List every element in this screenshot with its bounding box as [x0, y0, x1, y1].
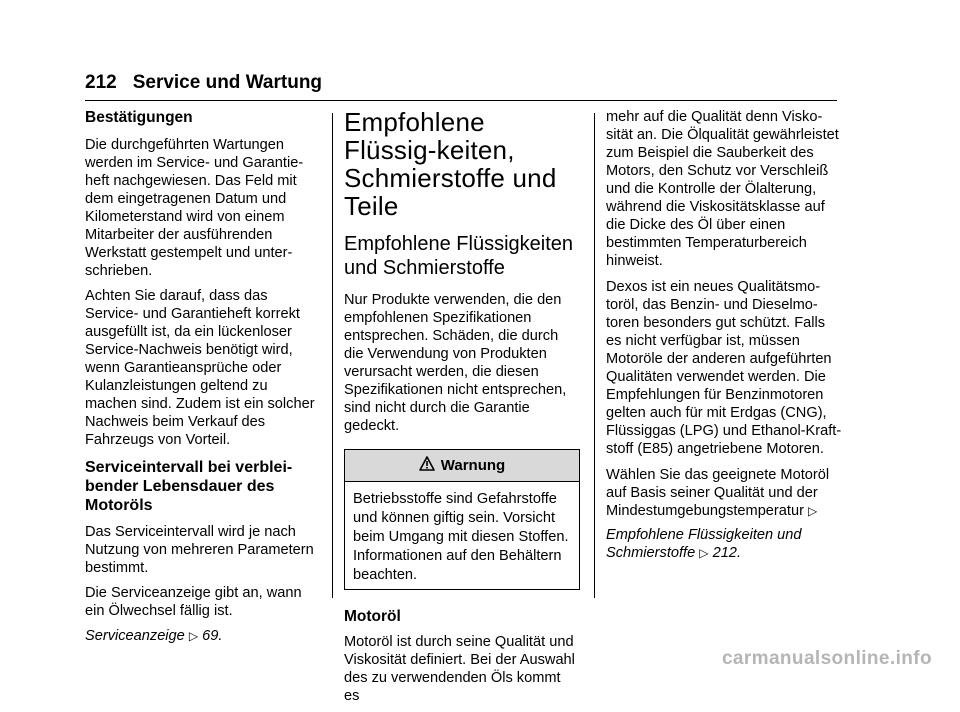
cross-reference-link[interactable] [606, 526, 842, 562]
column-left [85, 108, 317, 652]
page-reference-icon: ▷ [808, 504, 818, 518]
page-reference-icon: ▷ [699, 546, 709, 560]
reference-page: 212 [712, 545, 737, 561]
reference-text: Empfohlene Flüssigkeiten und Schmierstoffe [606, 527, 802, 561]
watermark: carmanualsonline.info [721, 648, 932, 669]
warning-title: Warnung [440, 456, 506, 474]
reference-period: . [218, 628, 223, 644]
cross-reference-link[interactable] [85, 627, 317, 645]
page-header [85, 70, 837, 101]
column-divider [594, 113, 595, 598]
chapter-title: Empfohlene Flüssig-keiten, Schmierstoffe und Teile [344, 107, 557, 221]
column-middle [344, 108, 580, 712]
warning-box [344, 449, 580, 590]
heading-serviceintervall: Serviceintervall bei verblei-bender Lebensdauer des Motoröls [85, 459, 293, 514]
page-reference-icon: ▷ [188, 629, 199, 643]
reference-period: . [736, 545, 741, 561]
column-divider [332, 113, 333, 598]
section-subtitle: Empfohlene Flüssigkeiten und Schmierstoffe [344, 233, 574, 279]
heading-motoroel: Motoröl [344, 608, 401, 625]
warning-header [345, 450, 579, 482]
paragraph: Achten Sie darauf, dass das Service- und Garantieheft korrekt ausgefüllt ist, da ein lückenloser Service-Nachweis benötigt wird, wenn Garantieansprüche oder Kulanzleistungen geltend zu machen sind. Zudem ist ein solcher Nachweis beim Verkauf des Fahrzeugs von Vorteil. [85, 288, 315, 448]
paragraph: mehr auf die Qualität denn Visko-sität an. Die Ölqualität gewährleistet zum Beispiel die Sauberkeit des Motors, den Schutz vor Verschleiß und die Kontrolle der Ölalterung, während die Viskositätsklasse auf die Dicke des Öl über einen bestimmten Temperaturbereich hinweist. [606, 109, 839, 269]
page-number: 212 [85, 72, 117, 93]
reference-text: Serviceanzeige [85, 628, 185, 644]
section-title: Service und Wartung [132, 72, 323, 93]
warning-text: Betriebsstoffe sind Gefahrstoffe und können giftig sein. Vorsicht beim Umgang mit diesen Stoffen. Informationen auf den Behältern beachten. [353, 491, 569, 583]
paragraph: Nur Produkte verwenden, die den empfohlenen Spezifikationen entsprechen. Schäden, die durch die Verwendung von Produkten verursacht werden, die diesen Spezifikationen nicht entsprechen, sind nicht durch die Garantie gedeckt. [344, 292, 567, 434]
paragraph: Die durchgeführten Wartungen werden im Service- und Garantie-heft nachgewiesen. Das Feld mit dem eingetragenen Datum und Kilometerstand wird von einem Mitarbeiter der ausführenden Werkstatt gestempelt und unter-schrieben. [85, 137, 304, 279]
warning-icon [419, 456, 435, 475]
paragraph: Das Serviceintervall wird je nach Nutzung von mehreren Parametern bestimmt. [85, 524, 314, 576]
heading-bestaetigungen: Bestätigungen [85, 109, 193, 126]
paragraph: Dexos ist ein neues Qualitätsmo-toröl, das Benzin- und Dieselmo-toren besonders gut schützt. Falls es nicht verfügbar ist, müssen Motoröle der anderen aufgeführten Qualitäten verwendet werden. Die Empfehlungen für Benzinmotoren gelten auch für mit Erdgas (CNG), Flüssiggas (LPG) und Ethanol-Kraft-stoff (E85) angetriebene Motoren. [606, 279, 842, 457]
column-right [606, 108, 842, 570]
paragraph: Motoröl ist durch seine Qualität und Viskosität definiert. Bei der Auswahl des zu verwendenden Öls kommt es [344, 634, 575, 704]
paragraph: Die Serviceanzeige gibt an, wann ein Ölwechsel fällig ist. [85, 585, 302, 619]
paragraph-text: Wählen Sie das geeignete Motoröl auf Basis seiner Qualität und der Mindestumgebungstemperatur [606, 467, 830, 519]
reference-page: 69 [202, 628, 219, 644]
paragraph [606, 466, 842, 520]
